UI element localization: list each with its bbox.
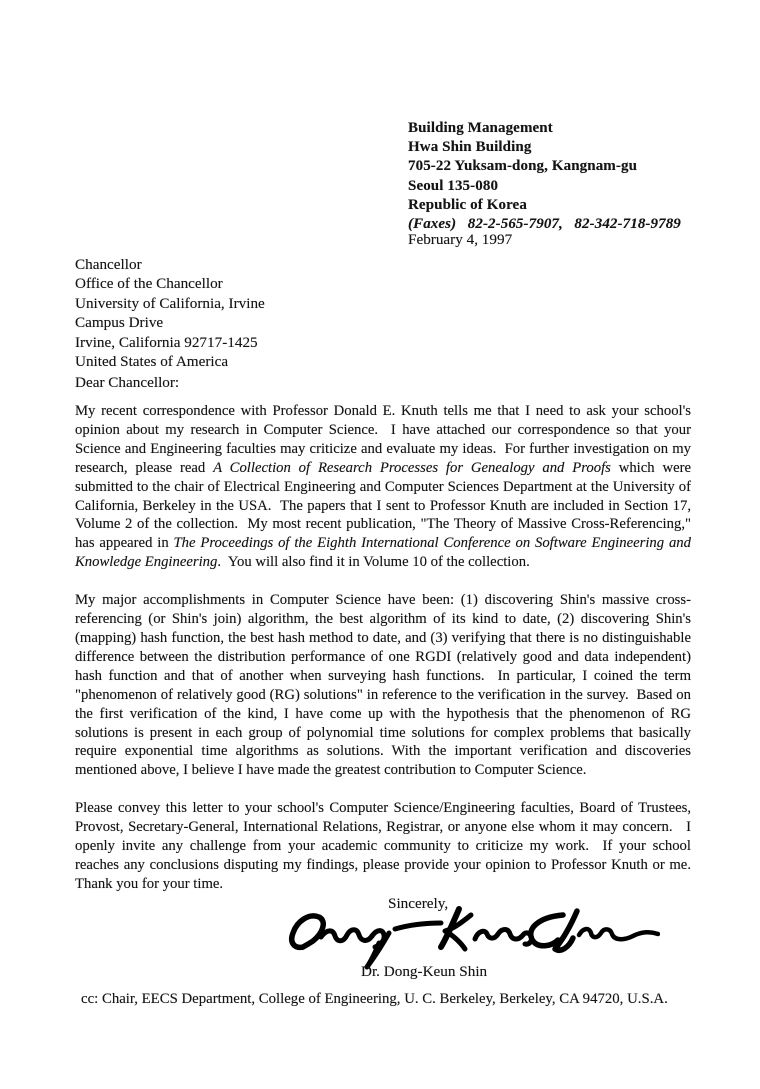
recipient-line-university: University of California, Irvine [75, 294, 265, 312]
recipient-line-country: United States of America [75, 353, 229, 371]
sender-line-company: Building Management [408, 120, 553, 136]
closing-block [75, 889, 691, 989]
valediction: Sincerely, [388, 895, 449, 912]
paragraph-1-text: which were submitted to the chair of Electrical Engineering and Computer Sciences Department at the University of California, Berkeley in the USA. The papers that I sent to Professor Knuth are included in Section 17, Volume 2 of the collection. My most recent publication, "The Theory of Massive Cross-Referencing," has appeared in [75, 459, 695, 552]
paragraph-2-text: My major accomplishments in Computer Science have been: (1) discovering Shin's massive cross-referencing (or Shin's join) algorithm, the best algorithm of its kind to date, (2) discovering Shin's (mapping) hash function, the best hash method to date, and (3) verifying that there is no distinguishable difference between the distribution performance of one RGDI (relatively good and data independent) hash function and that of another when surveying hash functions. In particular, I coined the term "phenomenon of relatively good (RG) solutions" in reference to the verification in the survey. Based on the first verification of the kind, I have come up with the hypothesis that the phenomenon of RG solutions is present in each group of polynomial time solutions for complex problems that basically require exponential time algorithms as solutions. With the important verification and discoveries mentioned above, I believe I have made the greatest contribution to Computer Science. [75, 592, 695, 779]
paragraph-3-text: Please convey this letter to your school's Computer Science/Engineering faculties, Board of Trustees, Provost, Secretary-General, International Relations, Registrar, or anyone else whom it may concern. I openly invite any challenge from your academic community to criticize my work. If your school reaches any conclusions disputing my findings, please provide your opinion to Professor Knuth or me. Thank you for your time. [75, 800, 695, 892]
sender-line-building: Hwa Shin Building [408, 139, 532, 156]
recipient-line-title: Chancellor [75, 256, 142, 273]
recipient-line-city: Irvine, California 92717-1425 [75, 333, 258, 351]
recipient-line-street: Campus Drive [75, 314, 164, 332]
sender-line-street: 705-22 Yuksam-dong, Kangnam-gu [408, 158, 638, 175]
paragraph-1-text: . You will also find it in Volume 10 of the collection. [217, 554, 530, 571]
sender-address-block [408, 119, 681, 234]
paragraph-2 [75, 591, 695, 780]
sender-line-city: Seoul 135-080 [408, 177, 499, 194]
date-line: February 4, 1997 [408, 231, 513, 248]
recipient-line-office: Office of the Chancellor [75, 275, 223, 293]
letter-body [75, 402, 695, 894]
paragraph-1-text: My recent correspondence with Professor Donald E. Knuth tells me that I need to ask your school's opinion about my research in Computer Science. I have attached our correspondence so that your Science and Engineering faculties may criticize and evaluate my ideas. For further investigation on my research, please read [75, 403, 695, 476]
signer-typed-name: Dr. Dong-Keun Shin [361, 963, 488, 980]
salutation: Dear Chancellor: [75, 374, 180, 391]
paragraph-1 [75, 402, 695, 572]
cc-line: cc: Chair, EECS Department, College of Engineering, U. C. Berkeley, Berkeley, CA 94720, U.S.A. [81, 991, 668, 1007]
recipient-address-block [75, 255, 265, 371]
sender-fax-line: (Faxes) 82-2-565-7907, 82-342-718-9789 [408, 216, 681, 233]
sender-line-country: Republic of Korea [408, 196, 527, 213]
cited-title-proceedings: The Proceedings of the Eighth International Conference on Software Engineering and Knowledge Engineering [75, 535, 695, 571]
cited-title-collection: A Collection of Research Processes for Genealogy and Proofs [213, 459, 611, 476]
paragraph-3 [75, 799, 695, 894]
